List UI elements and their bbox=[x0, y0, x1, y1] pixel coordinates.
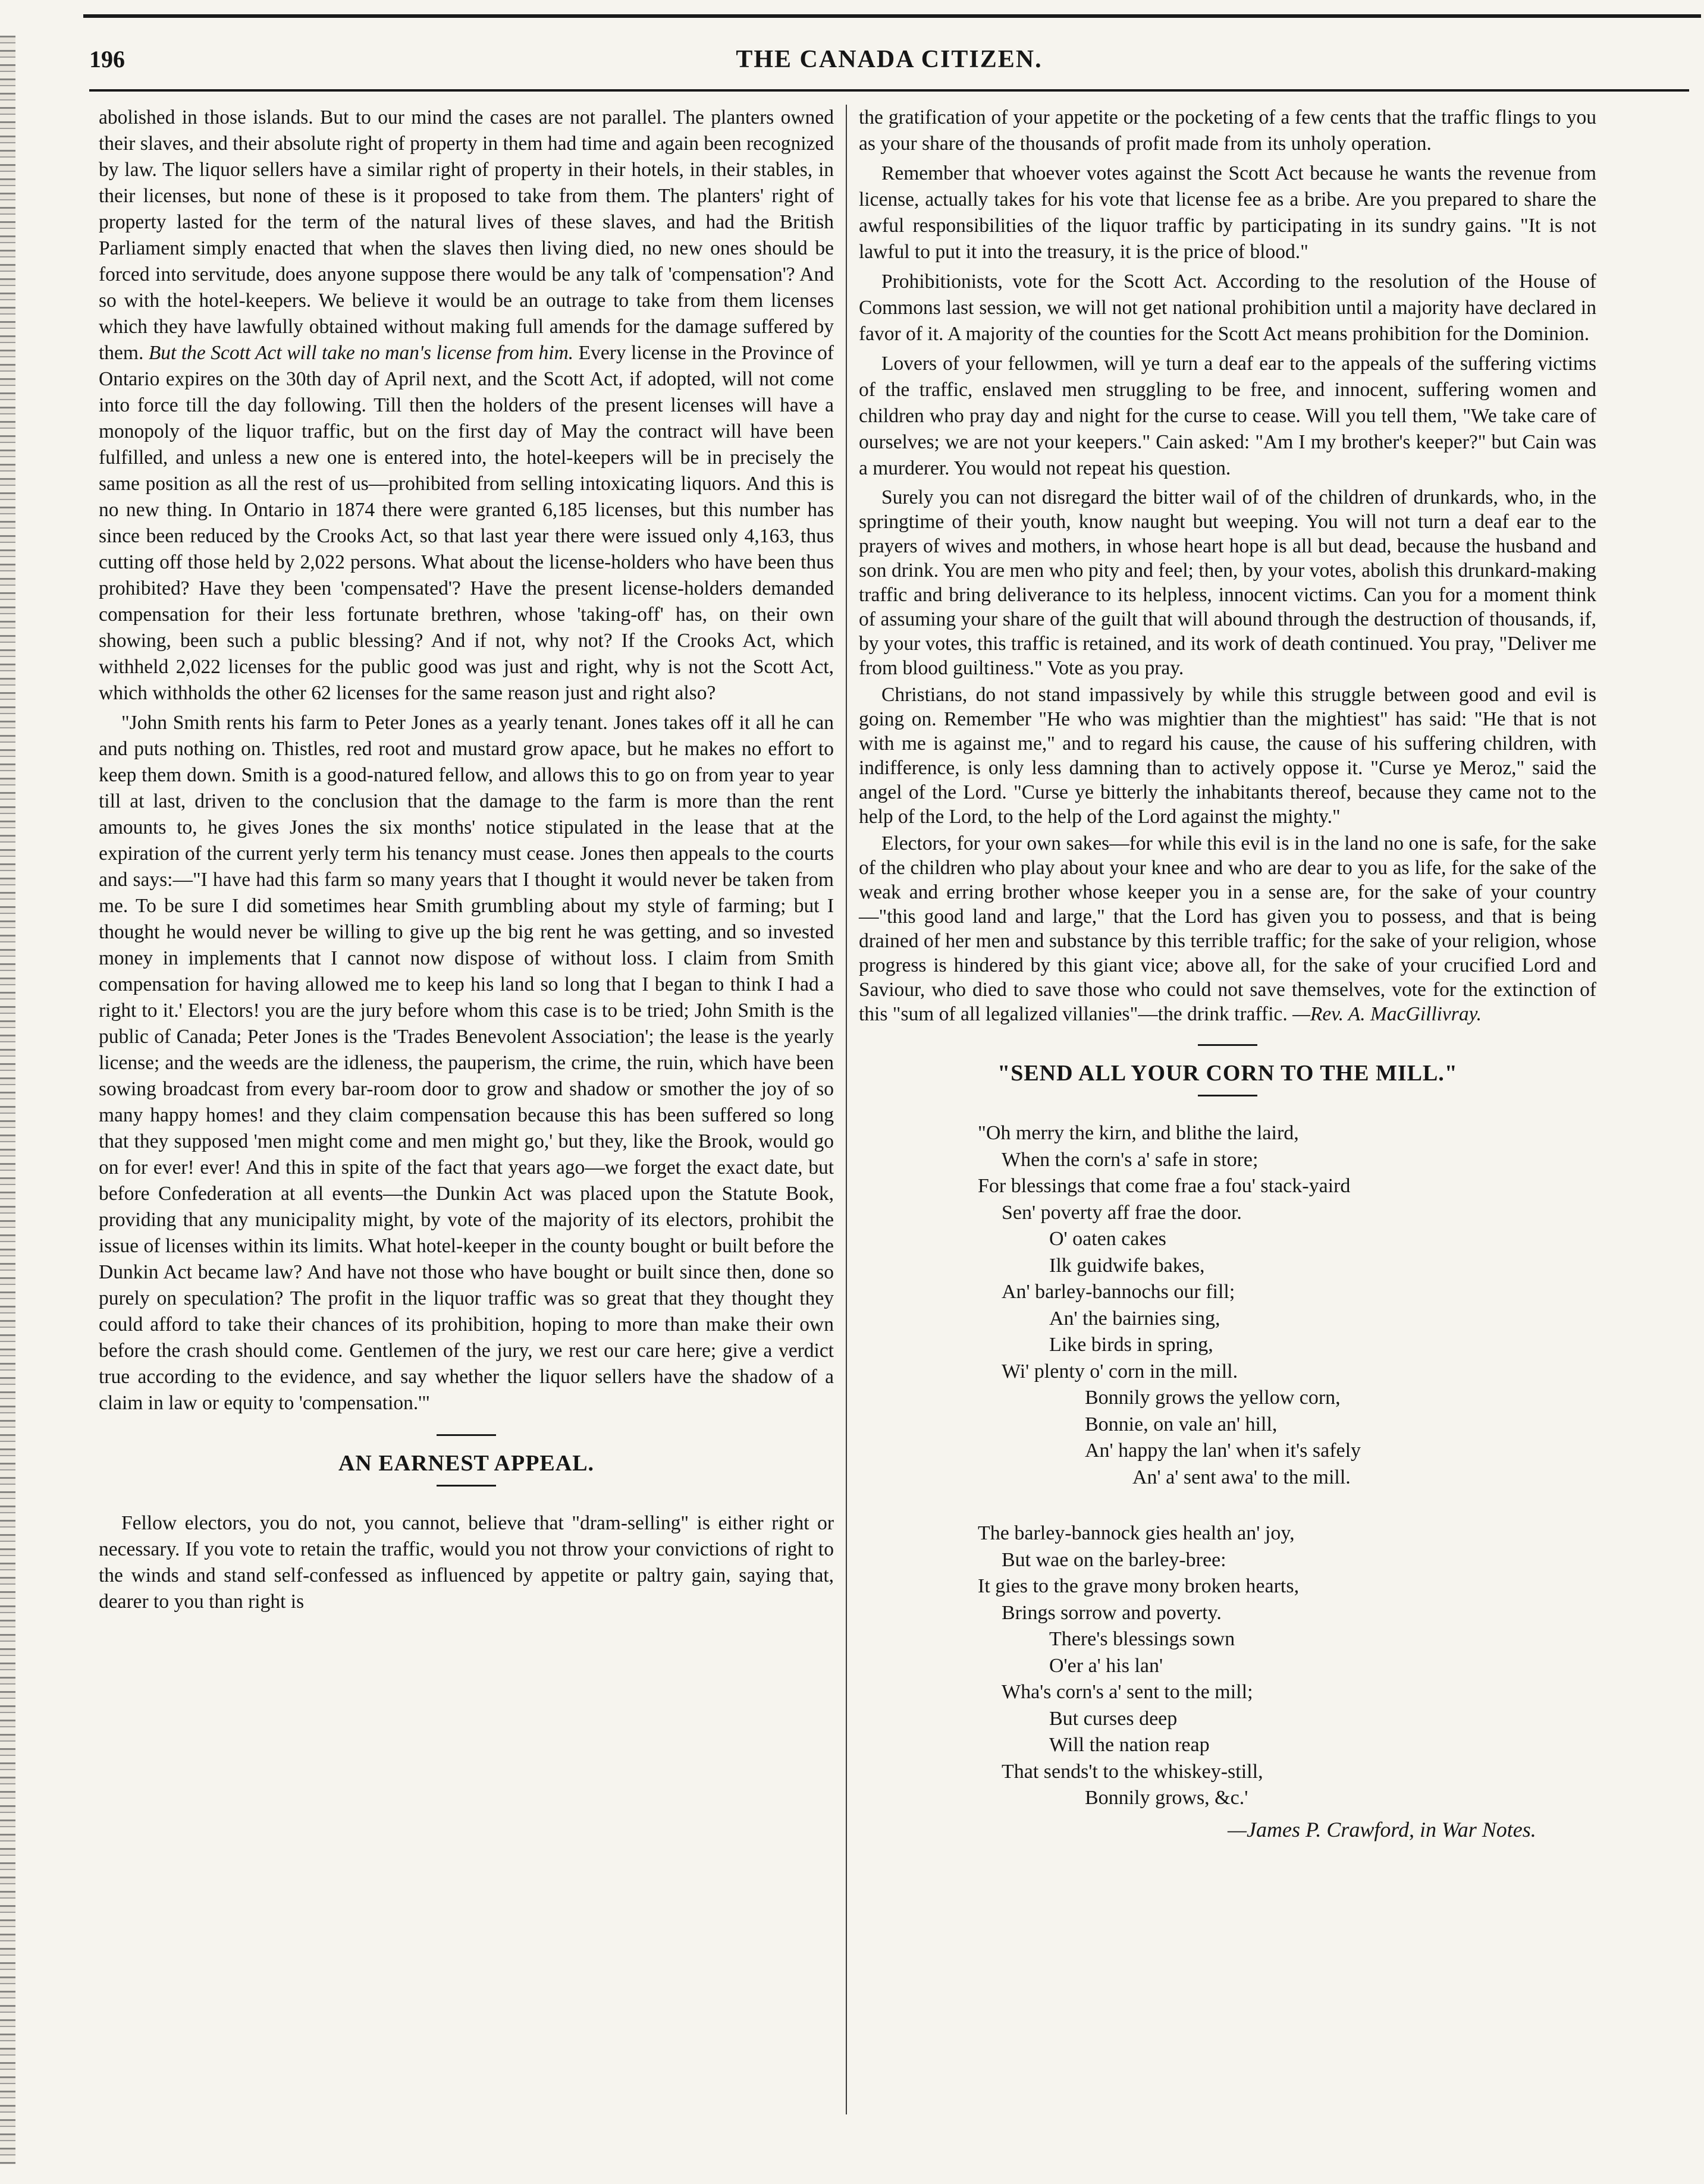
article-paragraph: Remember that whoever votes against the Scott Act because he wants the revenue from license, actually takes for his vote that license fee as a bribe. Are you prepared to share the awful responsibilities of the liquor traffic by participating in its sundry gains. "It is not lawful to put it into the treasury, it is the price of blood." bbox=[859, 162, 1596, 263]
poem-line: For blessings that come frae a fou' stack-yaird bbox=[978, 1175, 1351, 1197]
article-signature: —Rev. A. MacGillivray. bbox=[1292, 1003, 1482, 1025]
top-rule bbox=[83, 14, 1701, 18]
section-rule bbox=[1198, 1044, 1257, 1046]
poem-line: There's blessings sown bbox=[1049, 1628, 1235, 1650]
poem-line: O'er a' his lan' bbox=[1049, 1654, 1163, 1677]
article-paragraph: abolished in those islands. But to our mind the cases are not parallel. The planters owned their slaves, and their absolute right of property in them had time and again been recognized by law. The liquor sellers have a similar right of property in their hotels, in their stables, in their licenses, but none of these is it proposed to take from them. The planters' right of property lasted for the term of the natural lives of these slaves, and had the British Parliament simply enacted that when the slaves then living died, no new ones should be forced into servitude, does anyone suppose there would be any talk of 'compensation'? And so with the hotel-keepers. We believe it would be an outrage to take from them licenses which they have lawfully obtained without making full amends for the damage suffered by them. But the Scott Act will take no man's license from him. Every license in the Province of Ontario expires on the 30th day of April next, and the Scott Act, if adopted, will not come into force till the day following. Till then the holders of the present licenses will have a monopoly of the liquor traffic, but on the first day of May the contract will have been fulfilled, and unless a new one is entered into, the hotel-keepers will be in precisely the same position as all the rest of us—prohibited from selling intoxicating liquors. And this is no new thing. In Ontario in 1874 there were granted 6,185 licenses, but this number has since been reduced by the Crooks Act, so that last year there were issued only 4,163, thus cutting off those held by 2,022 persons. What about the license-holders who have been thus prohibited? Have they been 'compensated'? Have the present license-holders demanded compensation for their less fortunate brethren, whose 'taking-off' has, on their own showing, been such a public blessing? And if not, why not? If the Crooks Act, which withheld 2,022 licenses for the public good was just and right, why is not the Scott Act, which withholds the other 62 licenses for the same reason just and right also? bbox=[99, 106, 834, 704]
column-divider bbox=[846, 105, 847, 2114]
poem-line: Will the nation reap bbox=[1049, 1734, 1210, 1756]
poem-line: Bonnily grows, &c.' bbox=[1085, 1787, 1248, 1809]
poem-line: An' the bairnies sing, bbox=[1049, 1307, 1220, 1330]
poem-line: Wi' plenty o' corn in the mill. bbox=[1002, 1360, 1238, 1382]
poem-line: An' happy the lan' when it's safely bbox=[1085, 1440, 1361, 1462]
poem-line: Bonnily grows the yellow corn, bbox=[1085, 1387, 1341, 1409]
poem-line: O' oaten cakes bbox=[1049, 1228, 1166, 1250]
poem-stanza bbox=[978, 1120, 1596, 1491]
section-rule bbox=[1198, 1095, 1257, 1096]
poem-line: Brings sorrow and poverty. bbox=[1002, 1601, 1222, 1624]
italic-sentence: But the Scott Act will take no man's license from him. bbox=[148, 342, 574, 364]
masthead bbox=[89, 42, 1689, 92]
poem-line: Wha's corn's a' sent to the mill; bbox=[1002, 1681, 1253, 1703]
article-paragraph: Electors, for your own sakes—for while this evil is in the land no one is safe, for the sake of the children who play about your knee and who are dear to you as life, for the sake of the weak and erring brother whose keeper you in a sense are, for the sake of your country—"this good land and large," that the Lord has given you to possess, and that is being drained of her men and substance by this terrible traffic; for the sake of your religion, whose progress is hindered by this giant vice; above all, for the sake of your crucified Lord and Saviour, who died to save those who could not save themselves, vote for the extinction of this "sum of all legalized villanies"—the drink traffic. —Rev. A. MacGillivray. bbox=[859, 832, 1596, 1025]
section-rule bbox=[437, 1485, 496, 1487]
section-heading: AN EARNEST APPEAL. bbox=[338, 1451, 595, 1476]
section-rule bbox=[437, 1434, 496, 1436]
poem-line: That sends't to the whiskey-still, bbox=[1002, 1760, 1263, 1783]
article-paragraph: "John Smith rents his farm to Peter Jones as a yearly tenant. Jones takes off it all he can and puts nothing on. Thistles, red root and mustard grow apace, but he makes no effort to keep them down. Smith is a good-natured fellow, and allows this to go on from year to year till at last, driven to the conclusion that the damage to the farm is more than the rent amounts to, he gives Jones the six months' notice stipulated in the lease that at the expiration of the current yerly term his tenancy must cease. Jones then appeals to the courts and says:—"I have had this farm so many years that I thought it would never be taken from me. To be sure I did sometimes hear Smith grumbling about my style of farming; but I thought he would never be willing to give up the big rent he was getting, and so invested money in implements that I cannot now dispose of without loss. I claim from Smith compensation for having allowed me to keep his land so long that I began to think I had a right to it.' Electors! you are the jury before whom this case is to be tried; John Smith is the public of Canada; Peter Jones is the 'Trades Benevolent Association'; the lease is the yearly license; and the weeds are the idleness, the pauperism, the crime, the ruin, which have been sowing broadcast from every bar-room door to grow and shadow or smother the joy of so many happy homes! and they claim compensation because this has been suffered so long that they supposed 'men might come and men might go,' but they, like the Brook, would go on for ever! ever! And this in spite of the fact that years ago—we forget the exact date, but before Confederation at all events—the Dunkin Act was placed upon the Statute Book, providing that any municipality might, by vote of the majority of its electors, prohibit the issue of licenses within its limits. What hotel-keeper in the county bought or built before the Dunkin Act became law? And have not those who have bought or built since then, done so purely on speculation? The profit in the liquor traffic was so great that they thought they could afford to take their chances of its prohibition, hoping to more than make their own before the crash should come. Gentlemen of the jury, we rest our care here; give a verdict true according to the evidence, and say whether the liquor sellers have the shadow of a claim in law or equity to 'compensation.'" bbox=[99, 712, 834, 1414]
paper-title: THE CANADA CITIZEN. bbox=[736, 46, 1043, 73]
poem-stanza bbox=[978, 1520, 1596, 1812]
binding-edge bbox=[0, 36, 15, 2164]
poem-line: Like birds in spring, bbox=[1049, 1334, 1213, 1356]
poem-line: The barley-bannock gies health an' joy, bbox=[978, 1522, 1295, 1544]
poem-line: An' a' sent awa' to the mill. bbox=[1132, 1466, 1351, 1488]
poem-line: An' barley-bannochs our fill; bbox=[1002, 1281, 1235, 1303]
poem-line: Bonnie, on vale an' hill, bbox=[1085, 1413, 1278, 1435]
poem-line: But wae on the barley-bree: bbox=[1002, 1548, 1226, 1571]
poem-signature: —James P. Crawford, in War Notes. bbox=[1228, 1817, 1536, 1842]
article-paragraph: the gratification of your appetite or the pocketing of a few cents that the traffic flings to you as your share of the thousands of profit made from its unholy operation. bbox=[859, 106, 1596, 155]
left-column bbox=[99, 105, 834, 1619]
poem bbox=[978, 1120, 1596, 1843]
right-column bbox=[859, 105, 1596, 1843]
article-paragraph: Prohibitionists, vote for the Scott Act. According to the resolution of the House of Commons last session, we will not get national prohibition until a majority have declared in favor of it. A majority of the counties for the Scott Act means prohibition for the Dominion. bbox=[859, 271, 1596, 345]
article-paragraph: Surely you can not disregard the bitter wail of of the children of drunkards, who, in the springtime of their youth, know naught but weeping. You will not turn a deaf ear to the prayers of wives and mothers, in whose heart hope is all but dead, because the husband and son drink. You are men who pity and feel; then, by your votes, abolish this drunkard-making traffic and bring deliverance to its helpless, innocent victims. Can you for a moment think of assuming your share of the guilt that will abound through the destruction of thousands, if, by your votes, this traffic is retained, and its work of death continued. You pray, "Deliver me from blood guiltiness." Vote as you pray. bbox=[859, 486, 1596, 679]
poem-line: But curses deep bbox=[1049, 1707, 1178, 1730]
page-number: 196 bbox=[89, 46, 125, 73]
poem-line: When the corn's a' safe in store; bbox=[1002, 1148, 1259, 1171]
poem-line: "Oh merry the kirn, and blithe the laird, bbox=[978, 1122, 1299, 1144]
poem-line: It gies to the grave mony broken hearts, bbox=[978, 1575, 1300, 1597]
article-paragraph: Fellow electors, you do not, you cannot, believe that "dram-selling" is either right or necessary. If you vote to retain the traffic, would you not throw your convictions of right to the winds and stand self-confessed as influenced by appetite or paltry gain, saying that, dearer to you than right is bbox=[99, 1512, 834, 1613]
poem-line: Sen' poverty aff frae the door. bbox=[1002, 1201, 1242, 1224]
article-paragraph: Lovers of your fellowmen, will ye turn a deaf ear to the appeals of the suffering victims of the traffic, enslaved men struggling to be free, and innocent, suffering women and children who pray day and night for the curse to cease. Will you tell them, "We take care of ourselves; we are not your keepers." Cain asked: "Am I my brother's keeper?" but Cain was a murderer. You would not repeat his question. bbox=[859, 353, 1596, 479]
poem-title: "SEND ALL YOUR CORN TO THE MILL." bbox=[997, 1061, 1458, 1086]
tight-paragraphs bbox=[859, 485, 1596, 1026]
article-paragraph: Christians, do not stand impassively by while this struggle between good and evil is going on. Remember "He who was mightier than the mightiest" has said: "He that is not with me is against me," and to regard his cause, the cause of his suffering children, with indifference, is only less damning than to actively oppose it. "Curse ye Meroz," said the angel of the Lord. "Curse ye bitterly the inhabitants thereof, because they came not to the help of the Lord, to the help of the Lord against the mighty." bbox=[859, 684, 1596, 828]
poem-line: Ilk guidwife bakes, bbox=[1049, 1254, 1205, 1277]
